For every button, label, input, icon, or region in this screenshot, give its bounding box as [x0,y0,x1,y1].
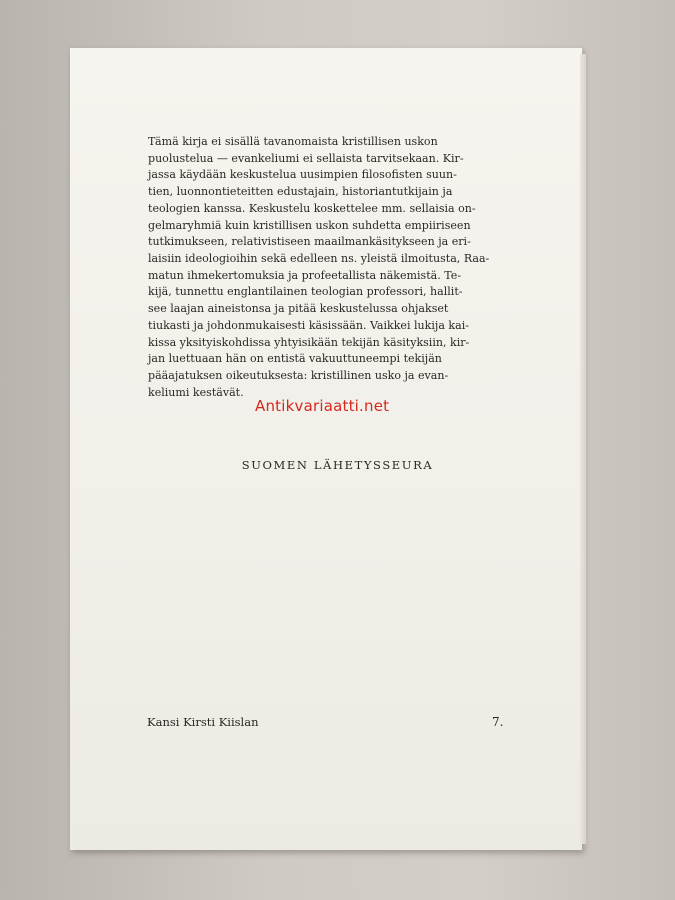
blurb-line: pääajatuksen oikeutuksesta: kristillinen usko ja evan- [148,369,449,383]
blurb-line: laisiin ideologioihin sekä edelleen ns. yleistä ilmoitusta, Raa- [148,252,490,266]
blurb-line: Tämä kirja ei sisällä tavanomaista kristillisen uskon [148,135,438,148]
blurb-line: keliumi kestävät. [148,385,244,399]
blurb-line: jan luettuaan hän on entistä vakuuttuneempi tekijän [148,352,442,366]
blurb-line: kissa yksityiskohdissa yhtyisikään tekijän käsityksiin, kir- [148,335,470,349]
publisher-name: SUOMEN LÄHETYSSEURA [241,458,434,472]
blurb-line: tutkimukseen, relativistiseen maailmankäsitykseen ja eri- [148,235,471,249]
blurb-line: jassa käydään keskustelua uusimpien filosofisten suun- [148,168,457,182]
blurb-line: puolustelua — evankeliumi ei sellaista tarvitsekaan. Kir- [148,151,464,165]
watermark-text: Antikvariaatti.net [255,397,390,415]
page-edge [580,54,586,844]
blurb-line: gelmaryhmiä kuin kristillisen uskon suhdetta empiiriseen [148,218,471,232]
price-code: 7. [492,715,504,729]
blurb-line: see laajan aineistonsa ja pitää keskustelussa ohjakset [148,302,449,316]
blurb-line: kijä, tunnettu englantilainen teologian professori, hallit- [148,285,463,299]
cover-credit: Kansi Kirsti Kiislan [147,715,259,729]
blurb-line: tien, luonnontieteitten edustajain, historiantutkijain ja [148,185,453,199]
blurb-text [148,134,490,402]
blurb-line: matun ihmekertomuksia ja profeetallista näkemistä. Te- [148,268,462,282]
blurb-line: teologien kanssa. Keskustelu koskettelee mm. sellaisia on- [148,201,476,215]
blurb-line: tiukasti ja johdonmukaisesti käsissään. Vaikkei lukija kai- [148,318,469,332]
